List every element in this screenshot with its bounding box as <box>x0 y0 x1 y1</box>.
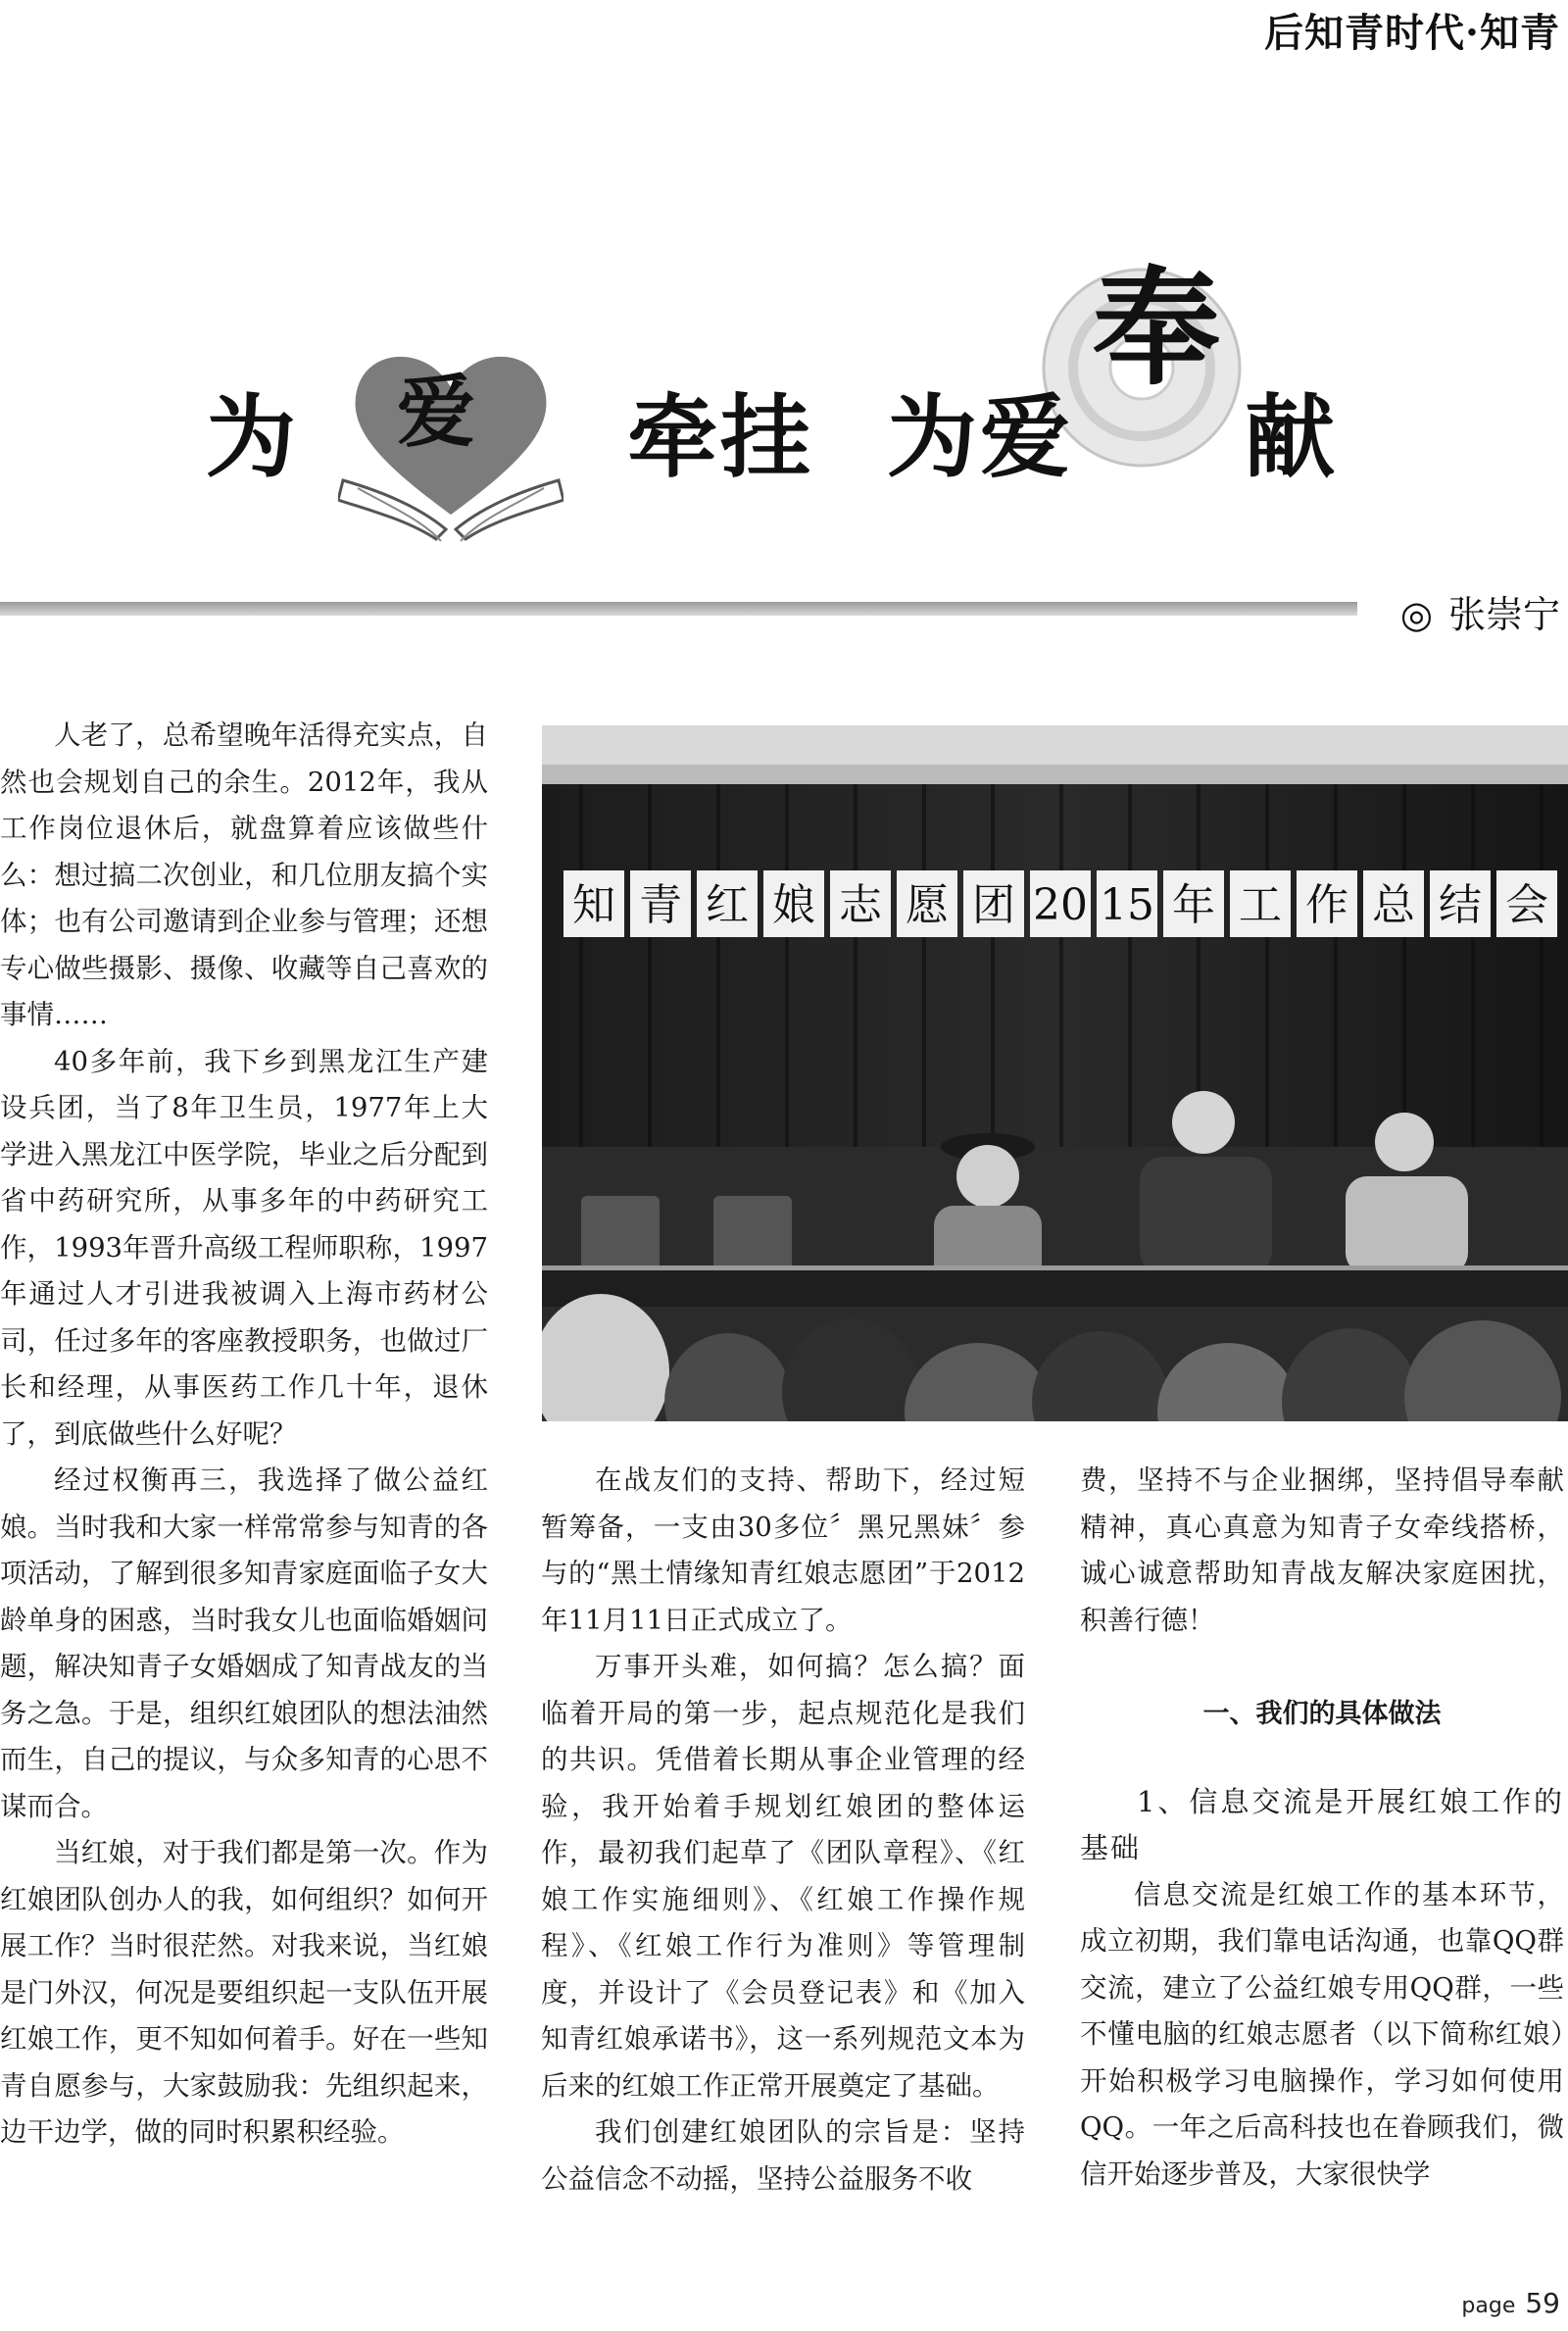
banner-char: 总 <box>1372 880 1415 930</box>
bullseye-icon: ◎ <box>1399 593 1433 636</box>
title-char: 为 <box>206 384 297 490</box>
banner-char: 年 <box>1172 880 1215 930</box>
banner-char: 会 <box>1505 880 1548 930</box>
section-heading: 一、我们的具体做法 <box>1202 1699 1442 1729</box>
banner-char: 青 <box>639 880 682 930</box>
banner-char: 作 <box>1305 880 1348 930</box>
author-byline <box>1400 584 1560 638</box>
banner-char: 工 <box>1239 880 1282 930</box>
title-char: 奉 <box>1093 253 1221 403</box>
page-number <box>1461 2287 1560 2319</box>
magazine-section-title: 后知青时代·知青 <box>1264 10 1560 56</box>
banner-char: 团 <box>972 880 1015 930</box>
paragraph: 当红娘，对于我们都是第一次。作为红娘团队创办人的我，如何组织？如何开展工作？当时很茫然。对我来说，当红娘是门外汉，何况是要组织起一支队伍开展红娘工作，更不知如何着手。好在一些知青自愿参与，大家鼓励我：先组织起来，边干边学，做的同时积累积经验。 <box>0 1837 488 2148</box>
sub-heading: 1、信息交流是开展红娘工作的基础 <box>1080 1784 1564 1864</box>
meeting-photo <box>542 725 1568 1421</box>
banner-char: 20 <box>1033 880 1088 930</box>
title-char: 牵 <box>627 384 718 490</box>
title-rule <box>0 602 1357 616</box>
banner-char: 结 <box>1439 880 1482 930</box>
paragraph: 在战友们的支持、帮助下，经过短暂筹备，一支由30多位〞黑兄黑妹〞参与的“黑土情缘知青红娘志愿团”于2012年11月11日正式成立了。 <box>541 1464 1025 1636</box>
title-char: 爱 <box>980 384 1071 490</box>
article-column-2 <box>541 1458 1025 2203</box>
paragraph: 信息交流是红娘工作的基本环节，成立初期，我们靠电话沟通，也靠QQ群交流，建立了公益红娘专用QQ群，一些不懂电脑的红娘志愿者（以下简称红娘）开始积极学习电脑操作，学习如何使用QQ。一年之后高科技也在眷顾我们，微信开始逐步普及，大家很快学 <box>1080 1878 1564 2190</box>
article-title <box>206 255 1382 549</box>
title-char: 为 <box>887 384 978 490</box>
paragraph: 40多年前，我下乡到黑龙江生产建设兵团，当了8年卫生员，1977年上大学进入黑龙江中医学院，毕业之后分配到省中药研究所，从事多年的中药研究工作，1993年晋升高级工程师职称，1997年通过人才引进我被调入上海市药材公司，任过多年的客座教授职务，也做过厂长和经理，从事医药工作几十年，退休了，到底做些什么好呢？ <box>0 1045 488 1450</box>
banner-char: 娘 <box>772 880 815 930</box>
banner-char: 志 <box>839 880 882 930</box>
paragraph: 人老了，总希望晚年活得充实点，自然也会规划自己的余生。2012年，我从工作岗位退休后，就盘算着应该做些什么：想过搞二次创业，和几位朋友搞个实体；也有公司邀请到企业参与管理；还想专心做些摄影、摄像、收藏等自己喜欢的事情…… <box>0 719 488 1030</box>
article-column-3 <box>1080 1458 1564 2198</box>
paragraph: 我们创建红娘团队的宗旨是：坚持公益信念不动摇，坚持公益服务不收 <box>541 2116 1025 2195</box>
banner-char: 红 <box>706 880 749 930</box>
article-column-1 <box>0 713 488 2157</box>
title-char: 挂 <box>720 384 811 490</box>
banner-char: 15 <box>1100 880 1154 930</box>
page-label: page <box>1461 2294 1516 2318</box>
title-char: 爱 <box>397 366 475 458</box>
banner-char: 知 <box>572 880 615 930</box>
title-char: 献 <box>1245 384 1336 490</box>
paragraph: 经过权衡再三，我选择了做公益红娘。当时我和大家一样常常参与知青的各项活动，了解到很多知青家庭面临子女大龄单身的困惑，当时我女儿也面临婚姻问题，解决知青子女婚姻成了知青战友的当务之急。于是，组织红娘团队的想法油然而生，自己的提议，与众多知青的心思不谋而合。 <box>0 1464 488 1822</box>
page-number-value: 59 <box>1525 2287 1560 2319</box>
paragraph: 万事开头难，如何搞？怎么搞？面临着开局的第一步，起点规范化是我们的共识。凭借着长期从事企业管理的经验，我开始着手规划红娘团的整体运作，最初我们起草了《团队章程》、《红娘工作实施细则》、《红娘工作操作规程》、《红娘工作行为准则》等管理制度，并设计了《会员登记表》和《加入知青红娘承诺书》，这一系列规范文本为后来的红娘工作正常开展奠定了基础。 <box>541 1651 1025 2102</box>
banner-char: 愿 <box>906 880 949 930</box>
author-name: 张崇宁 <box>1447 593 1560 636</box>
paragraph: 费，坚持不与企业捆绑，坚持倡导奉献精神，真心真意为知青子女牵线搭桥，诚心诚意帮助知青战友解决家庭困扰，积善行德！ <box>1080 1464 1564 1636</box>
